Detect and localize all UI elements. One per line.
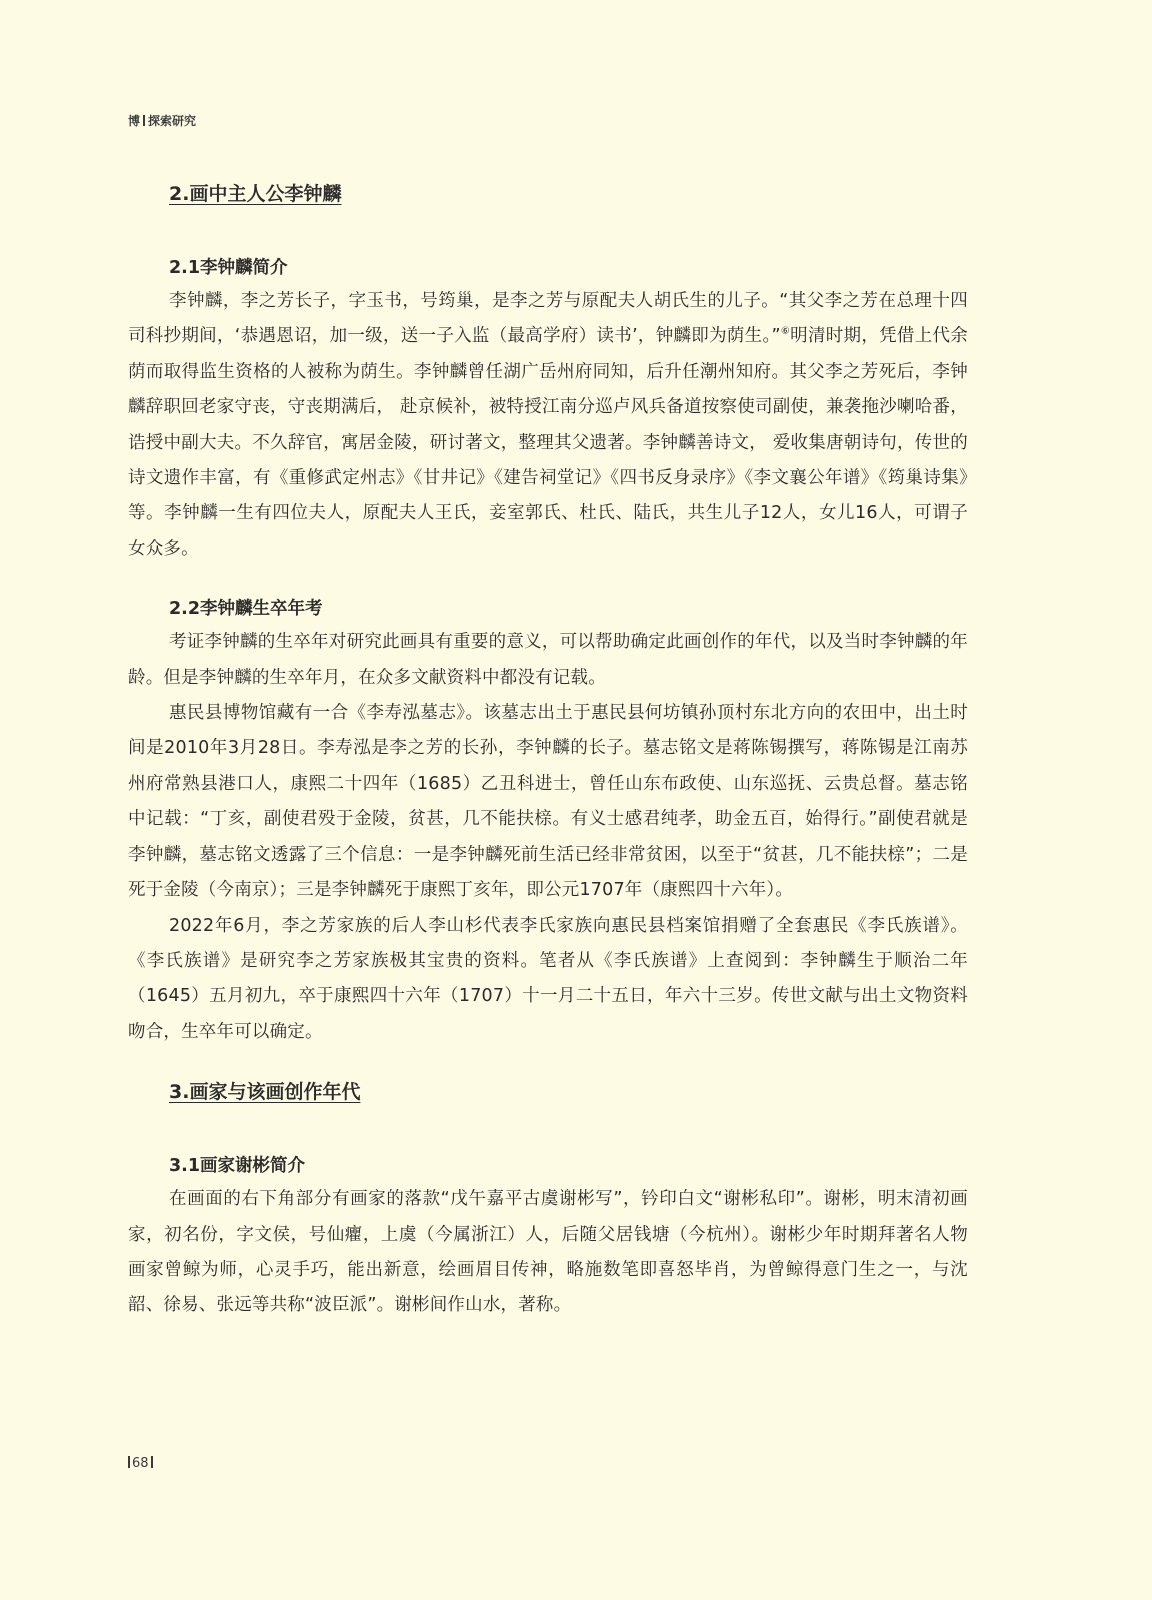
article-body xyxy=(128,178,968,1324)
paragraph: 惠民县博物馆藏有一合《李寿泓墓志》。该墓志出土于惠民县何坊镇孙顶村东北方向的农田中，出土时间是2010年3月28日。李寿泓是李之芳的长孙，李钟麟的长子。墓志铭文是蒋陈锡撰写，蒋陈锡是江南苏州府常熟县港口人，康熙二十四年（1685）乙丑科进士，曾任山东布政使、山东巡抚、云贵总督。墓志铭中记载：“丁亥，副使君殁于金陵，贫甚，几不能扶榇。有义士感君纯孝，助金五百，始得行。”副使君就是李钟麟，墓志铭文透露了三个信息：一是李钟麟死前生活已经非常贫困，以至于“贫甚，几不能扶榇”；二是死于金陵（今南京）；三是李钟麟死于康熙丁亥年，即公元1707年（康熙四十六年）。 xyxy=(128,703,968,901)
paragraph-text: 李钟麟，李之芳长子，字玉书，号筠巢，是李之芳与原配夫人胡氏生的儿子。“其父李之芳在总理十四司科抄期间，‘恭遇恩诏，加一级，送一子入监（最高学府）读书’，钟麟即为荫生。” xyxy=(128,291,968,347)
footnote-marker: ⑥ xyxy=(780,326,791,338)
paragraph xyxy=(128,284,968,567)
heading-section-2-1: 2.1李钟麟简介 xyxy=(169,258,288,278)
page-number xyxy=(126,1456,155,1471)
running-head xyxy=(128,112,196,129)
paragraph: 2022年6月，李之芳家族的后人李山杉代表李氏家族向惠民县档案馆捐赠了全套惠民《李氏族谱》。《李氏族谱》是研究李之芳家族极其宝贵的资料。笔者从《李氏族谱》上查阅到：李钟麟生于顺治二年（1645）五月初九，卒于康熙四十六年（1707）十一月二十五日，年六十三岁。传世文献与出土文物资料吻合，生卒年可以确定。 xyxy=(128,915,968,1042)
heading-section-2-2: 2.2李钟麟生卒年考 xyxy=(169,599,323,620)
heading-section-3: 3.画家与该画创作年代 xyxy=(169,1081,361,1104)
page-number-text: 68 xyxy=(132,1456,149,1471)
paragraph: 在画面的右下角部分有画家的落款“戊午嘉平古虞谢彬写”，钤印白文“谢彬私印”。谢彬，明末清初画家，初名份，字文侯，号仙癯，上虞（今属浙江）人，后随父居钱塘（今杭州）。谢彬少年时期拜著名人物画家曾鲸为师，心灵手巧，能出新意，绘画眉目传神，略施数笔即喜怒毕肖，为曾鲸得意门生之一，与沈韶、徐易、张远等共称“波臣派”。谢彬间作山水，著称。 xyxy=(128,1189,968,1316)
paragraph-text: 明清时期，凭借上代余荫而取得监生资格的人被称为荫生。李钟麟曾任湖广岳州府同知，后升任潮州知府。其父李之芳死后，李钟麟辞职回老家守丧，守丧期满后， 赴京候补，被特授江南分巡卢风兵备道按察使司副使，兼袭拖沙喇哈番，诰授中副大夫。不久辞官，寓居金陵，研讨著文，整理其父遗著。李钟麟善诗文， 爱收集唐朝诗句，传世的诗文遗作丰富，有《重修武定州志》《甘井记》《建告祠堂记》《四书反身录序》《李文襄公年谱》《筠巢诗集》等。李钟麟一生有四位夫人，原配夫人王氏，妾室郭氏、杜氏、陆氏，共生儿子12人，女儿16人，可谓子女众多。 xyxy=(128,326,968,559)
separator-bar xyxy=(143,115,145,126)
section-name: 探索研究 xyxy=(148,114,197,128)
separator-bar xyxy=(128,1456,130,1468)
separator-bar xyxy=(151,1456,153,1468)
heading-section-2: 2.画中主人公李钟麟 xyxy=(169,183,342,205)
journal-name: 博 xyxy=(128,114,141,128)
paragraph: 考证李钟麟的生卒年对研究此画具有重要的意义，可以帮助确定此画创作的年代，以及当时李钟麟的年龄。但是李钟麟的生卒年月，在众多文献资料中都没有记载。 xyxy=(128,632,968,688)
heading-section-3-1: 3.1画家谢彬简介 xyxy=(169,1156,306,1177)
